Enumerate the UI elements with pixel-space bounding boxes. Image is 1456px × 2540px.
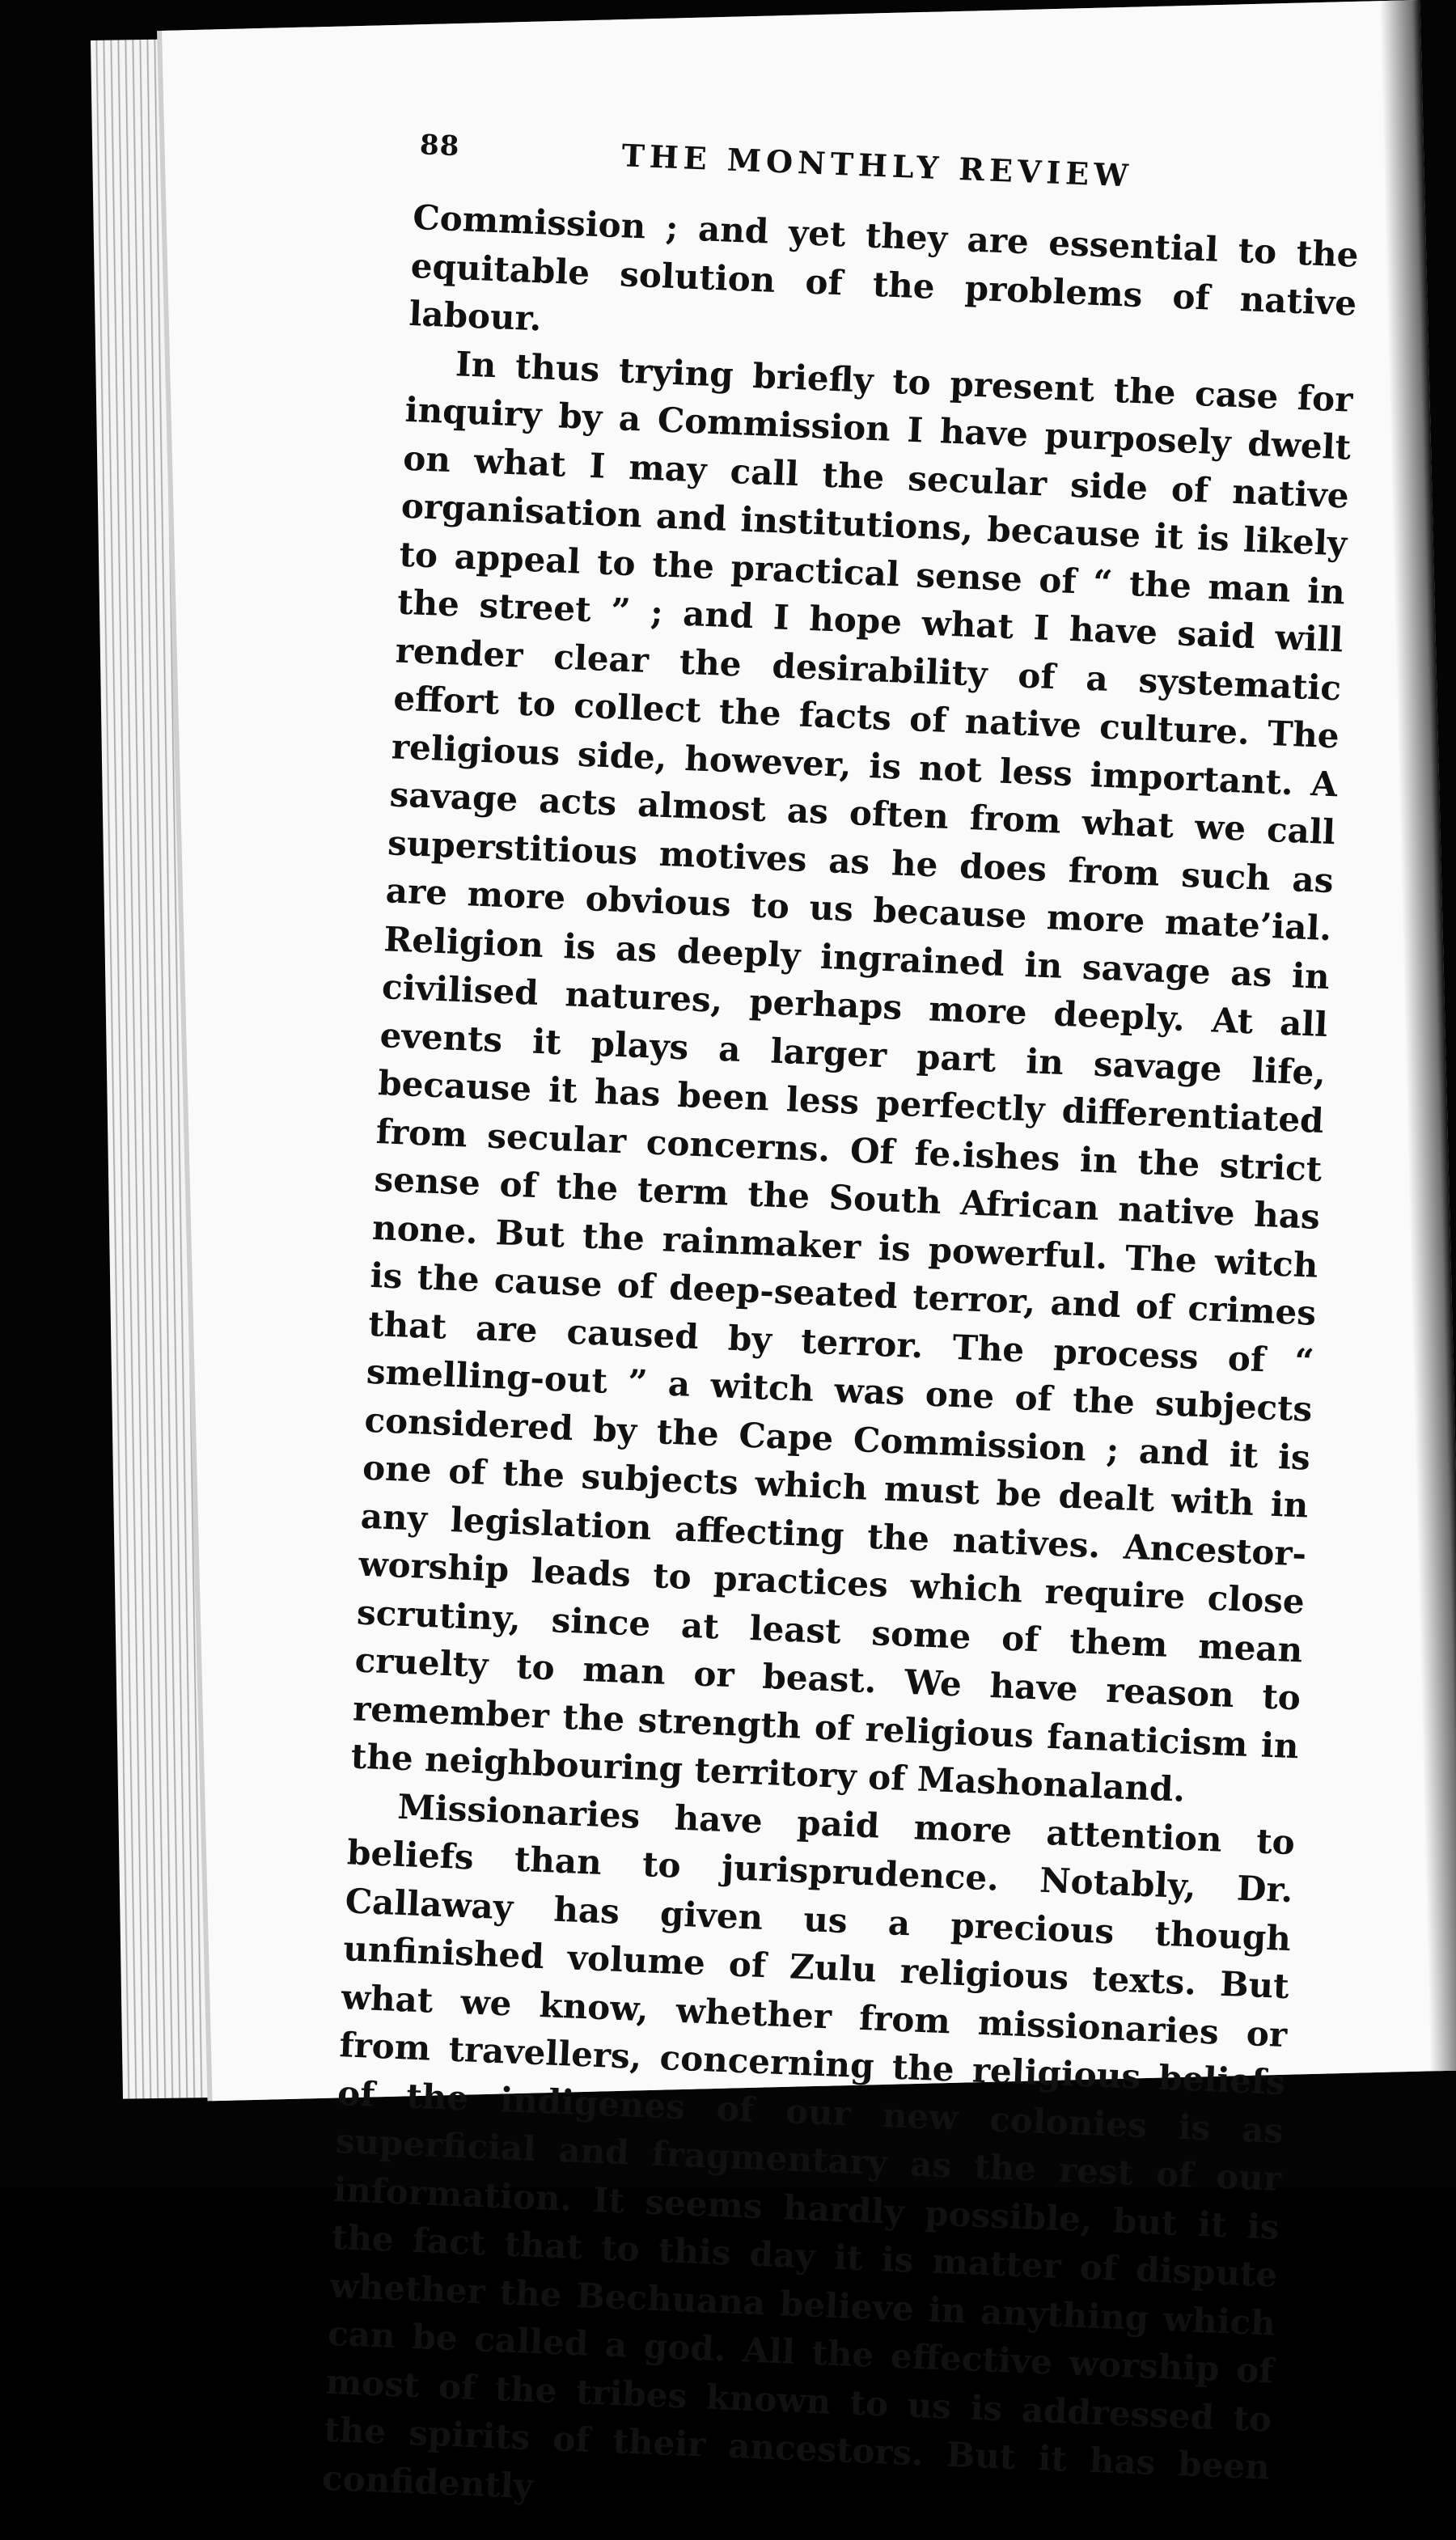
page-number: 88 <box>419 129 461 163</box>
page-content <box>139 121 1360 2533</box>
body-text <box>321 193 1360 2540</box>
paragraph-continued: Commission ; and yet they are essential to the equitable solution of the problems of native labour. <box>408 197 1360 339</box>
paragraph-missionaries: Missionaries have paid more attention to beliefs than to jurisprudence. Notably, Dr. Callaway has given us a precious though unfinished volume of Zulu religious texts. But what we know, whether from missionaries or from travellers, concerning the religious beliefs of the indigenes of our new colonies is as superficial and fragmentary as the rest of our information. It seems hardly possible, but it is the fact that to this day it is matter of dispute whether the Bechuana believe in anything which can be called a god. All the effective worship of most of the tribes known to us is addressed to the spirits of their ancestors. But it has been confidently <box>321 1786 1296 2506</box>
gutter-shadow <box>1380 0 1456 2071</box>
paragraph-commission-inquiry: In thus trying briefly to present the case for inquiry by a Commission I have purposely dwelt on what I may call the secular side of native organisation and institutions, because it is likely to appeal to the practical sense of “ the man in the street ” ; and I hope what I have said will render clear the desirability of a systematic effort to collect the facts of native culture. The religious side, however, is not less important. A savage acts almost as often from what we call superstitious motives as he does from such as are more obvious to us because more mate’ial. Religion is as deeply ingrained in savage as in civilised natures, perhaps more deeply. At all events it plays a larger part in savage life, because it has been less perfectly differentiated from secular concerns. Of fe.ishes in the strict sense of the term the South African native has none. But the rainmaker is powerful. The witch is the cause of deep-seated terror, and of crimes that are caused by terror. The process of “ smelling-out ” a witch was one of the subjects considered by the Cape Commission ; and it is one of the subjects which must be dealt with in any legislation affecting the natives. Ancestor-worship leads to practices which require close scrutiny, since at least some of them mean cruelty to man or beast. We have reason to remember the strength of religious fanaticism in the neighbouring territory of Mashonaland. <box>350 343 1354 1810</box>
journal-title: THE MONTHLY REVIEW <box>620 137 1134 194</box>
